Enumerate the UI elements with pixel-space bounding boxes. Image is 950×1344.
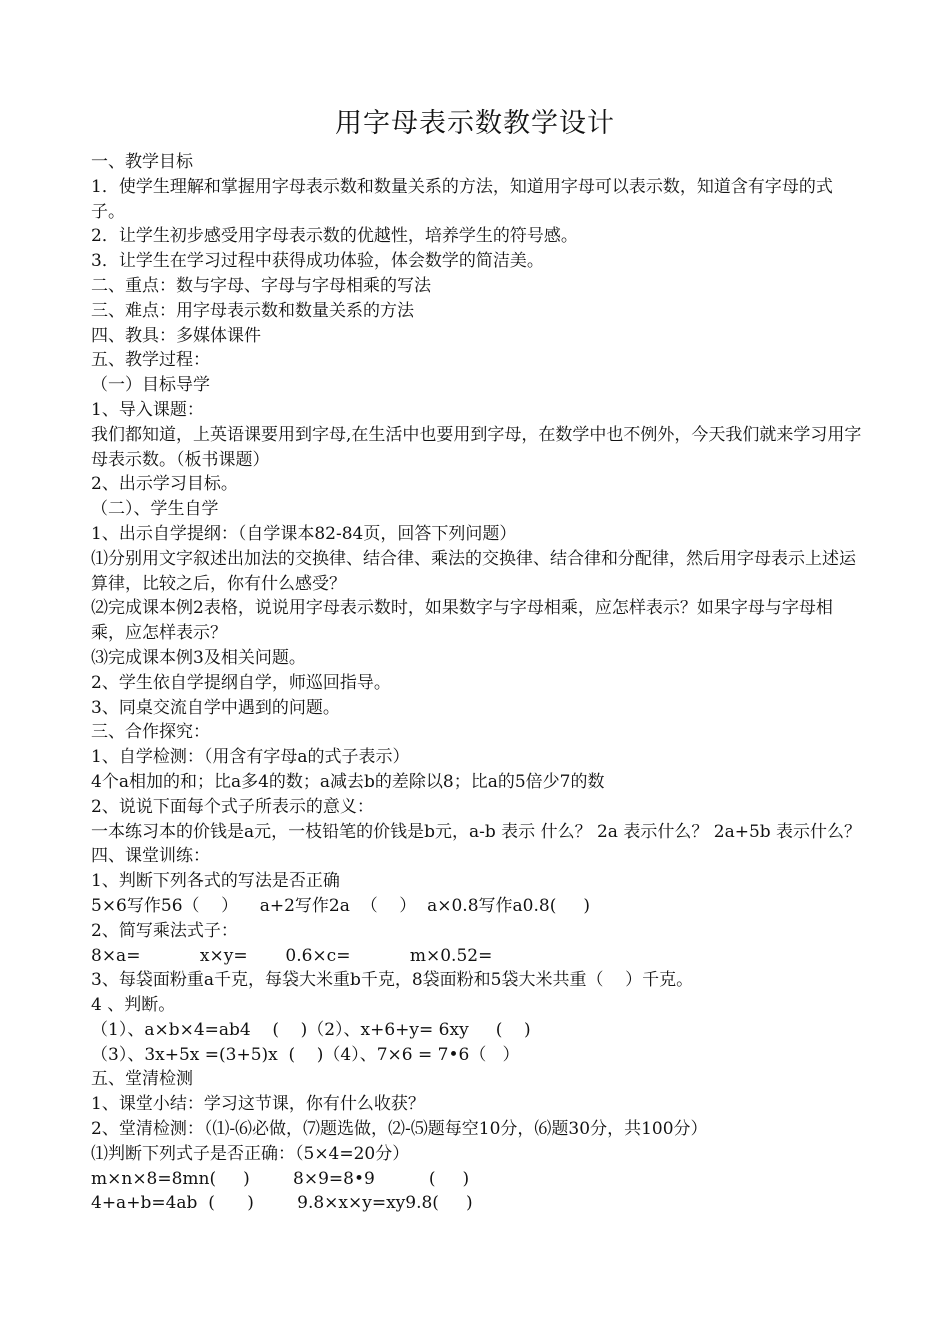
text-line: （1）、a×b×4=ab4 ( )（2）、x+6+y= 6xy ( ) (91, 1019, 531, 1040)
text-line: ⑴分别用文字叙述出加法的交换律、结合律、乘法的交换律、结合律和分配律，然后用字母表示上述运算律，比较之后，你有什么感受？ (91, 548, 856, 594)
text-line: 五、教学过程： (91, 350, 210, 371)
document-body (91, 150, 863, 1216)
text-line: 2、简写乘法式子： (91, 920, 238, 941)
text-line: 2、出示学习目标。 (91, 474, 238, 495)
text-line: 四、课堂训练： (91, 846, 210, 867)
text-line: 1．使学生理解和掌握用字母表示数和数量关系的方法，知道用字母可以表示数，知道含有字母的式子。 (91, 176, 833, 222)
text-line: 1、导入课题： (91, 399, 204, 420)
text-line: 1、出示自学提纲：（自学课本82-84页，回答下列问题） (91, 523, 517, 544)
text-line: 三、合作探究： (91, 722, 210, 743)
text-line: 2、堂清检测：（⑴-⑹必做，⑺题选做，⑵-⑸题每空10分，⑹题30分，共100分） (91, 1119, 708, 1140)
text-line: 2、学生依自学提纲自学，师巡回指导。 (91, 672, 391, 693)
text-line: 我们都知道，上英语课要用到字母,在生活中也要用到字母，在数学中也不例外，今天我们就来学习用字母表示数。（板书课题） (91, 424, 862, 470)
text-line: 3、每袋面粉重a千克，每袋大米重b千克，8袋面粉和5袋大米共重（ ）千克。 (91, 970, 694, 991)
text-line: 3．让学生在学习过程中获得成功体验，体会数学的简洁美。 (91, 251, 544, 272)
text-line: 四、教具：多媒体课件 (91, 325, 261, 346)
text-line: ⑶完成课本例3及相关问题。 (91, 647, 306, 668)
text-line: 五、堂清检测 (91, 1069, 193, 1090)
text-line: （二）、学生自学 (91, 499, 219, 520)
text-line: m×n×8=8mn( ) 8×9=8•9 ( ) (91, 1168, 470, 1189)
text-line: 1、自学检测：（用含有字母a的式子表示） (91, 747, 410, 768)
text-line: 一本练习本的价钱是a元，一枝铅笔的价钱是b元，a-b 表示 什么？ 2a 表示什么？ 2a+5b 表示什么？ (91, 821, 862, 842)
text-line: 二、重点：数与字母、字母与字母相乘的写法 (91, 275, 431, 296)
text-line: 3、同桌交流自学中遇到的问题。 (91, 697, 340, 718)
text-line: 1、课堂小结：学习这节课，你有什么收获？ (91, 1094, 425, 1115)
text-line: （一）目标导学 (91, 375, 210, 396)
text-line: 三、难点：用字母表示数和数量关系的方法 (91, 300, 414, 321)
text-line: 2．让学生初步感受用字母表示数的优越性，培养学生的符号感。 (91, 226, 578, 247)
text-line: 8×a= x×y= 0.6×c= m×0.52= (91, 945, 493, 966)
text-line: 一、教学目标 (91, 152, 193, 172)
text-line: 4个a相加的和；比a多4的数；a减去b的差除以8；比a的5倍少7的数 (91, 771, 605, 792)
text-line: ⑴判断下列式子是否正确：（5×4=20分） (91, 1143, 410, 1164)
text-line: 2、说说下面每个式子所表示的意义： (91, 796, 374, 817)
text-line: ⑵完成课本例2表格，说说用字母表示数时，如果数字与字母相乘，应怎样表示？如果字母与字母相乘，应怎样表示？ (91, 598, 833, 644)
page-title: 用字母表示数教学设计 (335, 108, 615, 139)
text-line: 5×6写作56（ ） a+2写作2a （ ） a×0.8写作a0.8( ) (91, 895, 590, 916)
text-line: 4 、判断。 (91, 995, 176, 1016)
text-line: 1、判断下列各式的写法是否正确 (91, 871, 340, 892)
text-line: （3）、3x+5x =(3+5)x ( )（4）、7×6 = 7•6（ ） (91, 1044, 520, 1065)
text-line: 4+a+b=4ab ( ) 9.8×x×y=xy9.8( ) (91, 1193, 473, 1214)
